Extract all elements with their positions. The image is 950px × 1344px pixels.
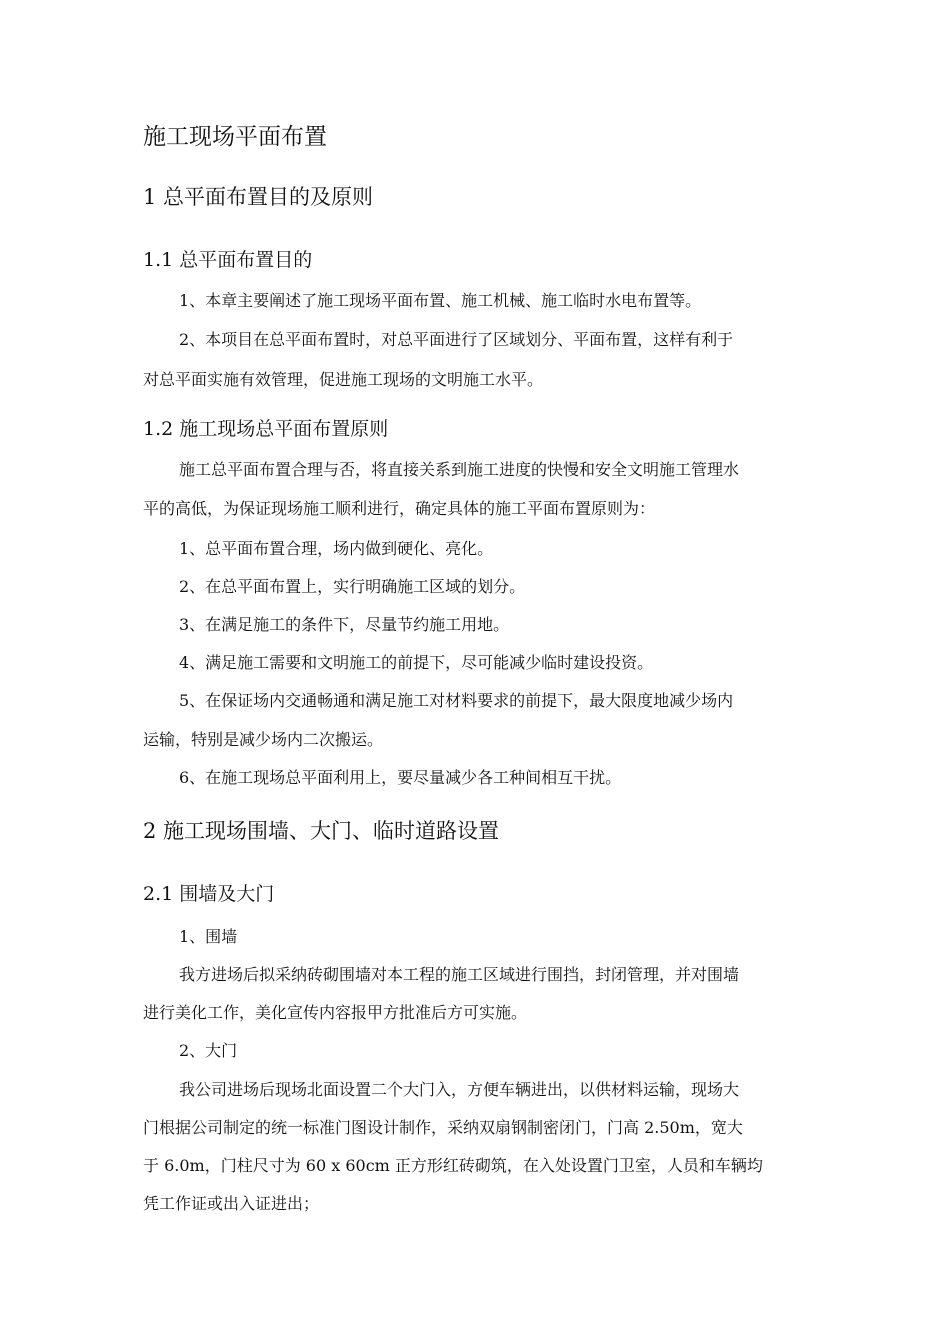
paragraph-continuation: 平的高低，为保证现场施工顺利进行，确定具体的施工平面布置原则为： [143,499,656,518]
list-item: 4、满足施工需要和文明施工的前提下，尽可能减少临时建设投资。 [179,653,654,672]
section-2-1-heading: 2.1 围墙及大门 [143,883,275,905]
document-title: 施工现场平面布置 [143,124,327,150]
paragraph: 我公司进场后现场北面设置二个大门入，方便车辆进出，以供材料运输，现场大 [179,1080,740,1099]
paragraph-continuation: 门根据公司制定的统一标准门图设计制作，采纳双扇钢制密闭门，门高 2.50m，宽大 [143,1118,743,1137]
paragraph-continuation: 于 6.0m，门柱尺寸为 60 x 60cm 正方形红砖砌筑，在入处设置门卫室，人员和车辆均 [143,1156,763,1175]
paragraph: 我方进场后拟采纳砖砌围墙对本工程的施工区域进行围挡，封闭管理，并对围墙 [179,965,740,984]
section-2-heading: 2 施工现场围墙、大门、临时道路设置 [143,819,500,843]
sub-label-wall: 1、围墙 [179,927,238,946]
paragraph: 2、本项目在总平面布置时，对总平面进行了区域划分、平面布置，这样有利于 [179,330,734,349]
list-item: 3、在满足施工的条件下，尽量节约施工用地。 [179,615,510,634]
list-item: 2、在总平面布置上，实行明确施工区域的划分。 [179,577,526,596]
list-item: 1、总平面布置合理，场内做到硬化、亮化。 [179,539,494,558]
list-item: 6、在施工现场总平面利用上，要尽量减少各工种间相互干扰。 [179,768,622,787]
section-1-1-heading: 1.1 总平面布置目的 [143,249,313,271]
list-item: 5、在保证场内交通畅通和满足施工对材料要求的前提下，最大限度地减少场内 [179,691,734,710]
section-1-2-heading: 1.2 施工现场总平面布置原则 [143,418,389,440]
section-1-heading: 1 总平面布置目的及原则 [143,185,374,209]
paragraph: 施工总平面布置合理与否，将直接关系到施工进度的快慢和安全文明施工管理水 [179,460,740,479]
sub-label-gate: 2、大门 [179,1041,238,1060]
paragraph-continuation: 对总平面实施有效管理，促进施工现场的文明施工水平。 [143,370,544,389]
paragraph: 1、本章主要阐述了施工现场平面布置、施工机械、施工临时水电布置等。 [179,291,702,310]
paragraph-continuation: 进行美化工作，美化宣传内容报甲方批准后方可实施。 [143,1003,528,1022]
list-item-continuation: 运输，特别是减少场内二次搬运。 [143,730,384,749]
paragraph-continuation: 凭工作证或出入证进出； [143,1194,320,1213]
